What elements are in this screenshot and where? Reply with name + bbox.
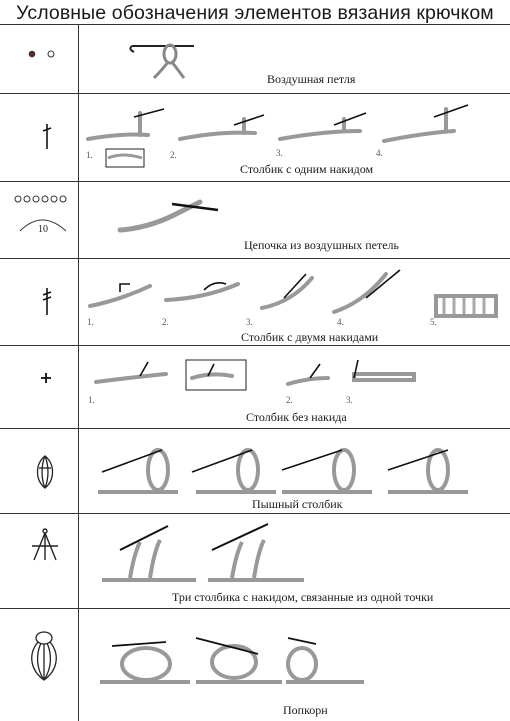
row-caption: Воздушная петля xyxy=(267,72,356,86)
row-caption: Цепочка из воздушных петель xyxy=(244,238,399,252)
popcorn-illustration xyxy=(98,630,368,688)
chain-stitch-symbol xyxy=(25,48,59,60)
step-number: 4. xyxy=(337,317,344,327)
single-crochet-illustration xyxy=(92,356,422,396)
step-number: 4. xyxy=(376,148,383,158)
single-crochet-symbol xyxy=(40,372,52,384)
step-number: 3. xyxy=(276,148,283,158)
row-caption: Попкорн xyxy=(283,703,328,717)
row-divider xyxy=(0,608,510,609)
row-caption: Столбик без накида xyxy=(246,410,347,424)
step-number: 3. xyxy=(346,395,353,405)
step-number: 2. xyxy=(170,150,177,160)
dc3-one-point-illustration xyxy=(100,520,310,586)
treble-crochet-illustration xyxy=(84,268,504,328)
row-caption: Столбик с одним накидом xyxy=(240,162,374,176)
row-caption: Три столбика с накидом, связанные из одной точки xyxy=(172,590,434,604)
chain-stitch-illustration xyxy=(128,40,198,82)
row-divider xyxy=(0,258,510,259)
double-crochet-symbol xyxy=(40,122,54,150)
puff-stitch-symbol xyxy=(33,454,57,490)
step-number: 5. xyxy=(430,317,437,327)
row-caption: Столбик с двумя накидами xyxy=(241,330,379,344)
popcorn-symbol xyxy=(28,630,60,682)
dc3-one-point-symbol xyxy=(30,528,60,562)
symbol-label: 10 xyxy=(38,224,48,235)
step-number: 1. xyxy=(88,395,95,405)
step-number: 3. xyxy=(246,317,253,327)
column-divider xyxy=(78,24,79,721)
page-title: Условные обозначения элементов вязания крючком xyxy=(16,2,494,24)
step-number: 2. xyxy=(162,317,169,327)
row-divider xyxy=(0,93,510,94)
step-number: 1. xyxy=(86,150,93,160)
row-divider xyxy=(0,428,510,429)
chain-of-loops-illustration xyxy=(116,196,226,236)
row-divider xyxy=(0,24,510,25)
row-divider xyxy=(0,513,510,514)
row-caption: Пышный столбик xyxy=(252,497,343,511)
step-number: 1. xyxy=(87,317,94,327)
row-divider xyxy=(0,181,510,182)
row-divider xyxy=(0,345,510,346)
puff-stitch-illustration xyxy=(92,436,472,498)
treble-crochet-symbol xyxy=(40,286,54,316)
step-number: 2. xyxy=(286,395,293,405)
